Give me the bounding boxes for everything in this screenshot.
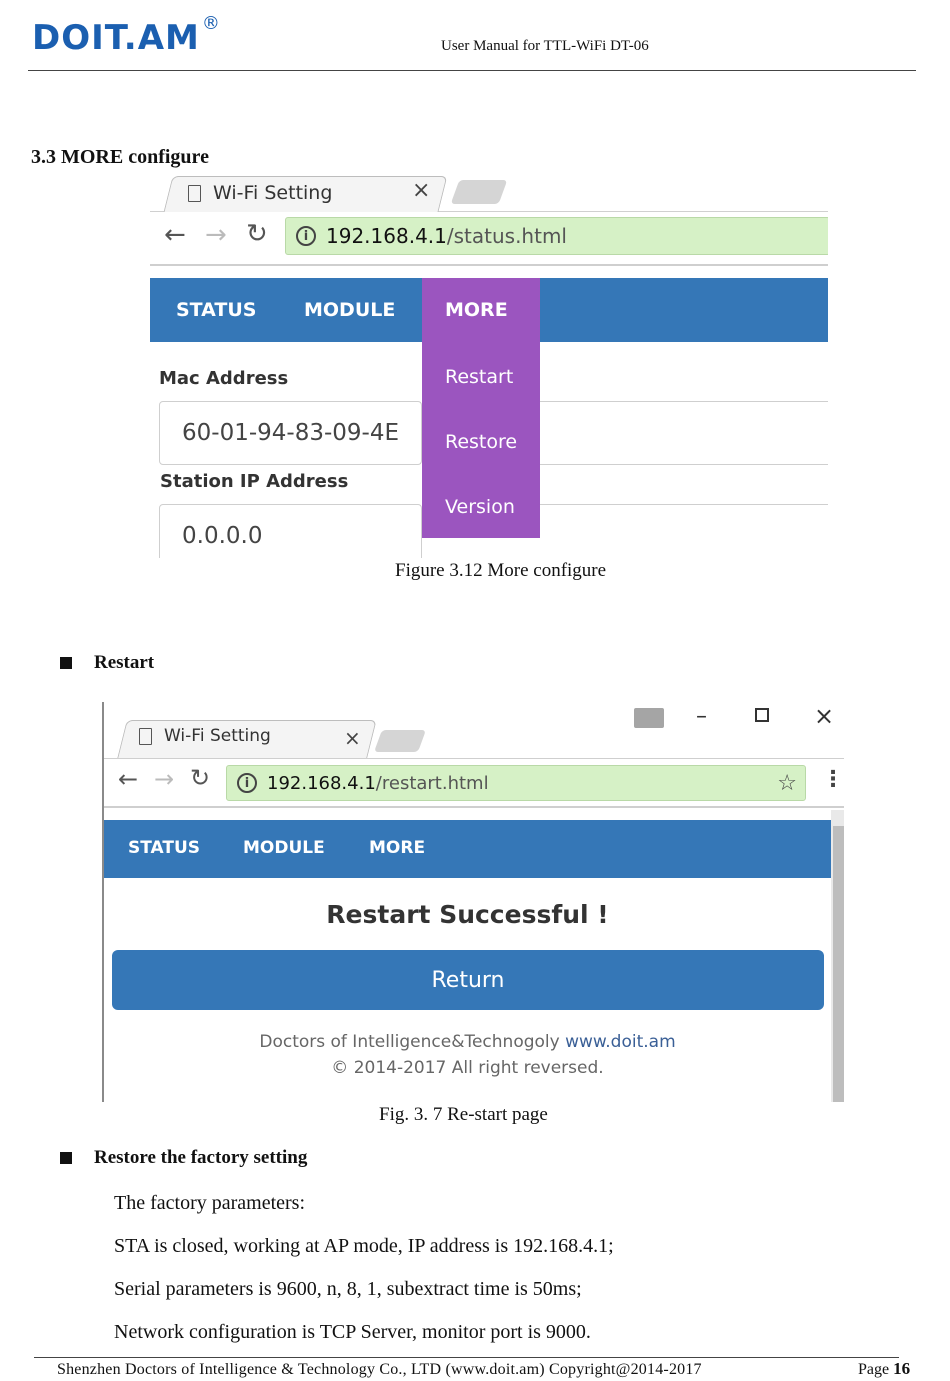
station-ip-field-tail [540,504,828,558]
star-icon[interactable]: ☆ [777,770,797,796]
mac-address-field-tail [540,401,828,465]
dropdown-item-restart[interactable]: Restart [445,366,514,388]
address-bar[interactable]: i 192.168.4.1/restart.html ☆ [226,765,806,801]
forward-arrow-icon[interactable]: → [154,765,175,793]
dropdown-item-version[interactable]: Version [445,496,515,518]
restore-line-3: Serial parameters is 9600, n, 8, 1, subextract time is 50ms; [114,1278,582,1300]
nav-menu-bar [104,820,831,878]
header-divider [28,70,916,71]
browser-toolbar [104,758,844,808]
menu-module[interactable]: MODULE [243,838,325,858]
forward-arrow-icon[interactable]: → [205,220,227,250]
menu-more[interactable]: MORE [445,299,508,321]
bullet-restore: Restore the factory setting [60,1147,307,1169]
back-arrow-icon[interactable]: ← [118,765,139,793]
menu-dots-icon[interactable]: ⋮ [822,767,844,792]
section-heading: 3.3 MORE configure [31,146,209,168]
reload-icon[interactable]: ↻ [246,219,268,249]
restart-page-screenshot [102,702,844,1102]
back-arrow-icon[interactable]: ← [164,220,186,250]
profile-icon[interactable] [634,708,664,728]
menu-status[interactable]: STATUS [176,299,257,321]
address-bar[interactable]: i 192.168.4.1/status.html [285,217,828,255]
restore-line-1: The factory parameters: [114,1192,306,1214]
menu-more[interactable]: MORE [369,838,426,858]
station-ip-label: Station IP Address [160,471,349,492]
mac-address-label: Mac Address [159,368,289,389]
new-tab-button[interactable] [374,730,426,752]
browser-toolbar [150,212,828,266]
restore-line-2: STA is closed, working at AP mode, IP address is 192.168.4.1; [114,1235,614,1257]
maximize-icon[interactable] [755,708,769,722]
info-icon: i [296,226,316,246]
info-icon: i [237,773,257,793]
restart-message: Restart Successful ! [326,900,609,929]
footer-company: Shenzhen Doctors of Intelligence & Technology Co., LTD (www.doit.am) Copyright@2014-2017 [57,1361,702,1378]
page-icon [139,728,152,745]
document-title: User Manual for TTL-WiFi DT-06 [441,38,649,54]
reload-icon[interactable]: ↻ [190,764,211,792]
restore-line-4: Network configuration is TCP Server, monitor port is 9000. [114,1321,591,1343]
minimize-icon[interactable]: – [696,704,707,729]
more-dropdown [422,278,540,538]
page-number: Page 16 [858,1359,911,1378]
mac-address-field[interactable]: 60-01-94-83-09-4E [159,401,422,465]
tab-title: Wi-Fi Setting [164,726,271,746]
browser-tab-bar [150,174,828,212]
window-controls [634,702,844,736]
footer-link[interactable]: www.doit.am [565,1032,676,1052]
page-icon [188,185,201,202]
scrollbar[interactable] [831,810,844,1102]
return-button[interactable]: Return [112,950,824,1010]
menu-status[interactable]: STATUS [128,838,201,858]
close-icon[interactable]: × [344,726,361,750]
bullet-square-icon [60,1152,72,1164]
close-icon[interactable]: × [412,178,431,203]
dropdown-item-restore[interactable]: Restore [445,431,518,453]
page-footer-copyright: © 2014-2017 All right reversed. [331,1058,604,1078]
figure-caption-2: Fig. 3. 7 Re-start page [379,1104,548,1125]
new-tab-button[interactable] [451,180,508,204]
station-ip-field[interactable]: 0.0.0.0 [159,504,422,558]
footer-divider [34,1357,899,1358]
more-configure-screenshot [150,174,828,558]
bullet-square-icon [60,657,72,669]
scrollbar-thumb[interactable] [833,826,844,1102]
page-footer-credit: Doctors of Intelligence&Technogoly www.doit.am [259,1032,676,1052]
menu-module[interactable]: MODULE [304,299,396,321]
figure-caption-1: Figure 3.12 More configure [395,560,607,581]
bullet-restart: Restart [60,652,154,674]
tab-title: Wi-Fi Setting [213,182,333,204]
close-window-icon[interactable]: × [814,702,835,730]
company-logo: DOIT.AM ® [32,12,221,58]
